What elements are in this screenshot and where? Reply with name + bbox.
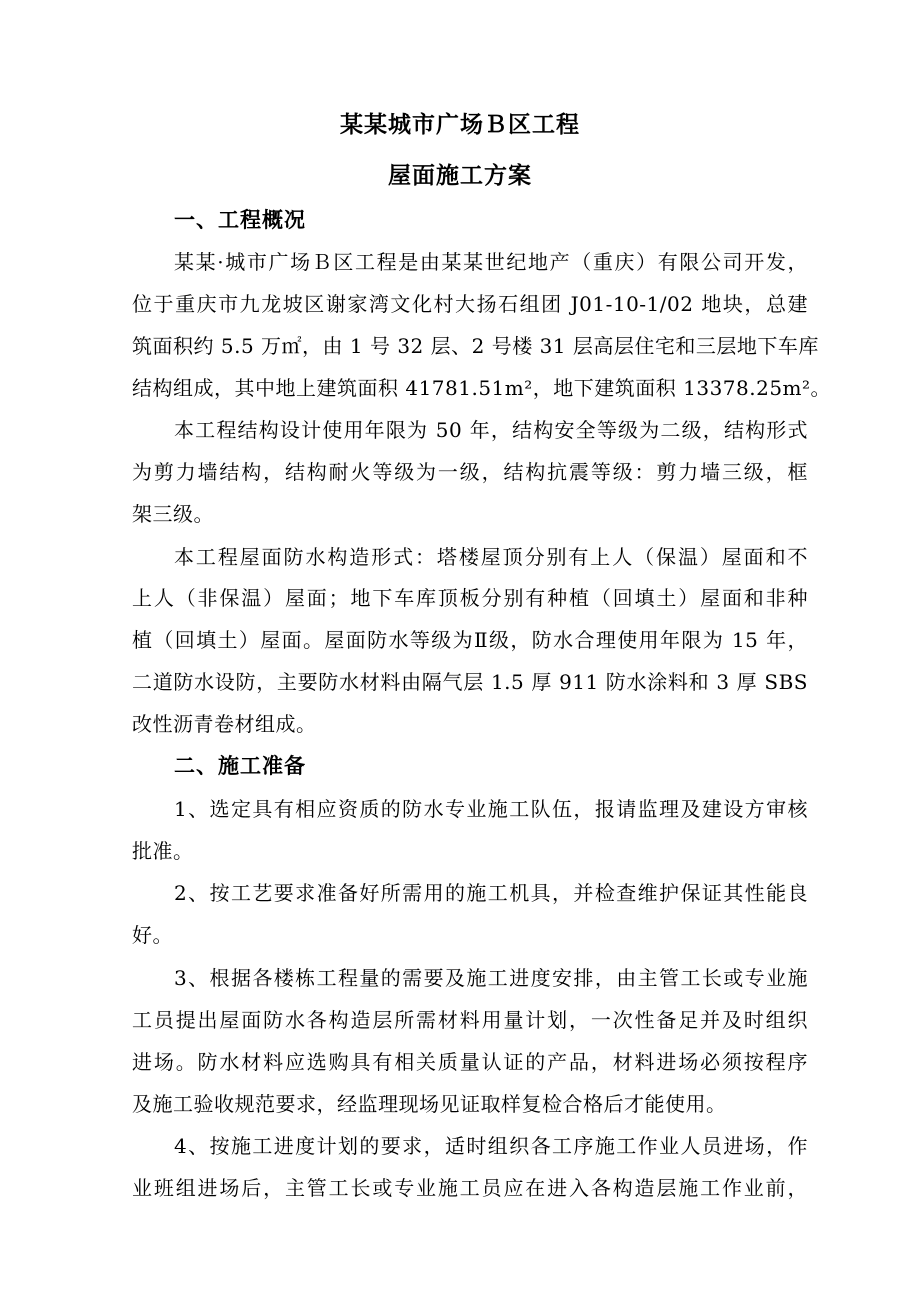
paragraph-line: 改性沥青卷材组成。 (132, 712, 317, 736)
paragraph-line: 架三级。 (132, 502, 214, 526)
paragraph-line: 上人（非保温）屋面；地下车库顶板分别有种植（回填土）屋面和非种 (132, 586, 808, 610)
paragraph-line: 结构组成，其中地上建筑面积 41781.51m²，地下建筑面积 13378.25m²。 (132, 376, 832, 400)
paragraph-line: 位于重庆市九龙坡区谢家湾文化村大扬石组团 J01-10-1/02 地块，总建 (132, 292, 808, 316)
paragraph-line: 好。 (132, 923, 173, 947)
section-heading-preparation: 二、施工准备 (174, 754, 306, 778)
paragraph-line: 2、按工艺要求准备好所需用的施工机具，并检查维护保证其性能良 (174, 881, 808, 905)
paragraph-line: 3、根据各楼栋工程量的需要及施工进度安排，由主管工长或专业施 (174, 966, 808, 990)
paragraph-line: 1、选定具有相应资质的防水专业施工队伍，报请监理及建设方审核 (174, 797, 808, 821)
section-heading-overview: 一、工程概况 (174, 208, 306, 232)
paragraph-line: 工员提出屋面防水各构造层所需材料用量计划，一次性备足并及时组织 (132, 1008, 808, 1032)
paragraph-line: 为剪力墙结构，结构耐火等级为一级，结构抗震等级：剪力墙三级，框 (132, 460, 808, 484)
paragraph-line: 二道防水设防，主要防水材料由隔气层 1.5 厚 911 防水涂料和 3 厚 SBS (132, 670, 808, 694)
document-subtitle: 屋面施工方案 (388, 163, 532, 189)
paragraph-line: 筑面积约 5.5 万㎡，由 1 号 32 层、2 号楼 31 层高层住宅和三层地下车库 (132, 334, 819, 358)
paragraph-line: 植（回填土）屋面。屋面防水等级为Ⅱ级，防水合理使用年限为 15 年， (132, 628, 808, 652)
paragraph-line: 本工程结构设计使用年限为 50 年，结构安全等级为二级，结构形式 (174, 418, 808, 442)
paragraph-line: 某某·城市广场Ｂ区工程是由某某世纪地产（重庆）有限公司开发， (174, 250, 808, 274)
paragraph-line: 进场。防水材料应选购具有相关质量认证的产品，材料进场必须按程序 (132, 1050, 808, 1074)
paragraph-line: 及施工验收规范要求，经监理现场见证取样复检合格后才能使用。 (132, 1092, 727, 1116)
paragraph-line: 4、按施工进度计划的要求，适时组织各工序施工作业人员进场，作 (174, 1134, 808, 1158)
document-title: 某某城市广场Ｂ区工程 (340, 112, 580, 138)
paragraph-line: 本工程屋面防水构造形式：塔楼屋顶分别有上人（保温）屋面和不 (174, 545, 808, 569)
paragraph-line: 批准。 (132, 839, 194, 863)
paragraph-line: 业班组进场后，主管工长或专业施工员应在进入各构造层施工作业前， (132, 1176, 808, 1200)
